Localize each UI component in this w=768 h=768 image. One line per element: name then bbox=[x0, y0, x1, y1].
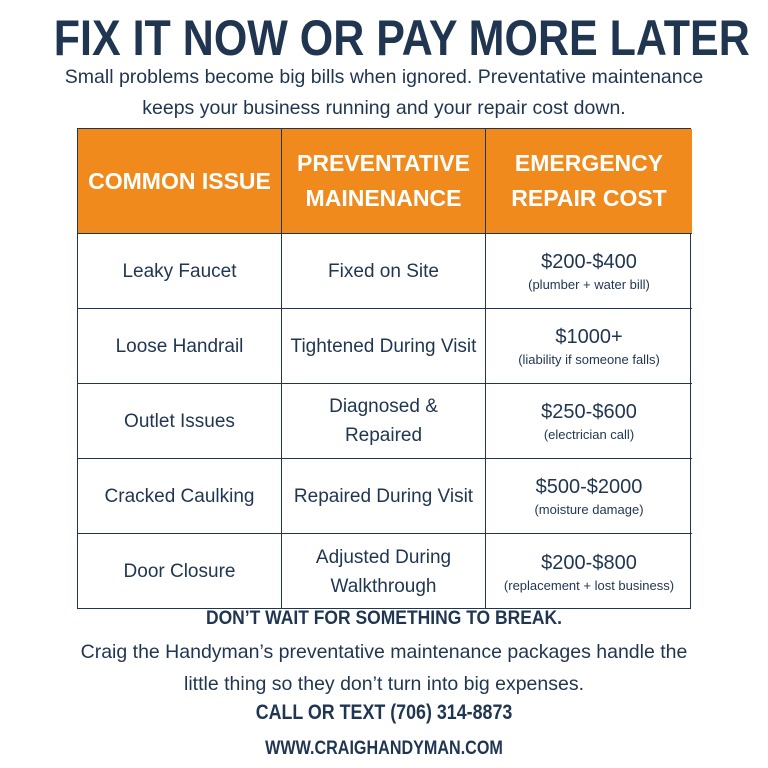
row-3-cost-note: (electrician call) bbox=[543, 427, 635, 442]
phone-number[interactable]: CALL OR TEXT (706) 314-8873 bbox=[255, 701, 513, 724]
website-link[interactable]: WWW.CRAIGHANDYMAN.COM bbox=[265, 738, 503, 759]
row-1-cost-note: (plumber + water bill) bbox=[528, 277, 650, 292]
row-4-cost-cell bbox=[486, 459, 692, 534]
row-5-cost: $200-$800 bbox=[541, 551, 637, 574]
row-4-cost-note: (moisture damage) bbox=[534, 502, 644, 517]
row-2-cost-cell bbox=[486, 309, 692, 384]
row-1-maintenance: Fixed on Site bbox=[282, 234, 486, 309]
header-common-issue: COMMON ISSUE bbox=[78, 129, 282, 234]
row-4-maintenance: Repaired During Visit bbox=[282, 459, 486, 534]
header-preventative-maintenance: PREVENTATIVE MAINENANCE bbox=[282, 129, 486, 234]
row-3-maintenance: Diagnosed & Repaired bbox=[282, 384, 486, 459]
row-1-issue: Leaky Faucet bbox=[78, 234, 282, 309]
row-2-cost-note: (liability if someone falls) bbox=[518, 352, 660, 367]
row-3-cost-cell bbox=[486, 384, 692, 459]
row-2-cost: $1000+ bbox=[555, 326, 623, 348]
row-4-issue: Cracked Caulking bbox=[78, 459, 282, 534]
row-1-cost: $200-$400 bbox=[541, 251, 637, 273]
row-5-maintenance: Adjusted During Walkthrough bbox=[282, 534, 486, 609]
comparison-table bbox=[77, 128, 691, 609]
row-2-maintenance: Tightened During Visit bbox=[282, 309, 486, 384]
page-title: FIX IT NOW OR PAY MORE LATER bbox=[53, 10, 750, 66]
cta-headline: DON’T WAIT FOR SOMETHING TO BREAK. bbox=[205, 608, 563, 629]
row-3-issue: Outlet Issues bbox=[78, 384, 282, 459]
row-4-cost: $500-$2000 bbox=[535, 476, 643, 498]
cta-body: Craig the Handyman’s preventative maintenance packages handle the little thing so they don’t turn into big expenses. bbox=[80, 641, 688, 695]
row-2-issue: Loose Handrail bbox=[78, 309, 282, 384]
row-3-cost: $250-$600 bbox=[541, 401, 637, 423]
row-1-cost-cell bbox=[486, 234, 692, 309]
page-subtitle: Small problems become big bills when ignored. Preventative maintenance keeps your business running and your repair cost down. bbox=[64, 66, 704, 119]
row-5-cost-cell bbox=[486, 534, 692, 609]
row-5-cost-note: (replacement + lost business) bbox=[503, 577, 675, 593]
header-emergency-repair-cost: EMERGENCY REPAIR COST bbox=[486, 129, 692, 234]
row-5-issue: Door Closure bbox=[78, 534, 282, 609]
